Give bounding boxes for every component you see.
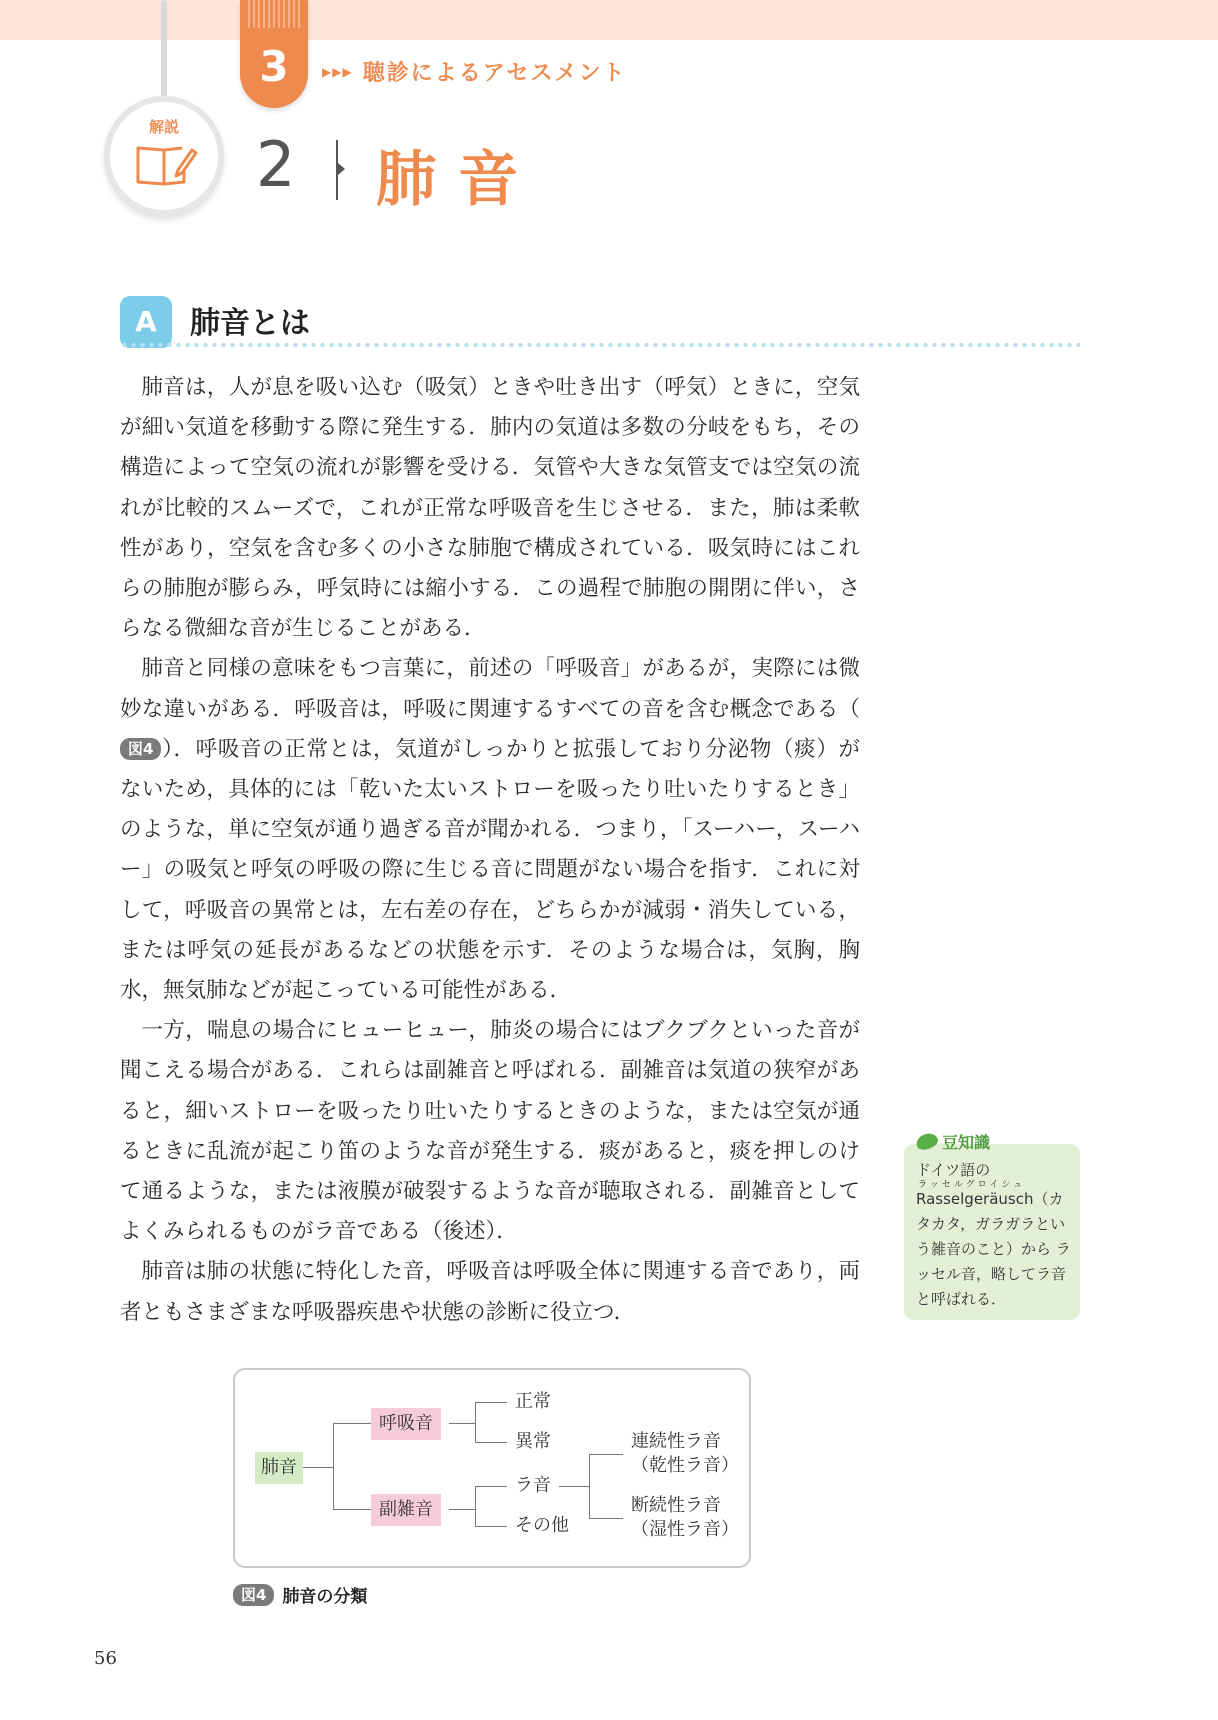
page-number: 56	[94, 1648, 117, 1669]
paragraph-2-end: ）．呼吸音の正常とは，気道がしっかりと拡張しており分泌物（痰）がないため，具体的には「乾いた太いストローを吸ったり吐いたりするとき」のような，単に空気が通り過ぎる音が聞かれる．つまり，「スーハー，スーハー」の吸気と呼気の呼吸の際に生じる音に問題がない場合を指す．これに対して，呼吸音の異常とは，左右差の存在，どちらかが減弱・消失している，または呼気の延長があるなどの状態を示す．そのような場合は，気胸，胸水，無気肺などが起こっている可能性がある．	[120, 736, 860, 1004]
connector	[449, 1509, 475, 1510]
caption-title: 肺音の分類	[282, 1587, 368, 1607]
connector	[333, 1509, 371, 1510]
chapter-title: 聴診によるアセスメント	[362, 61, 627, 86]
paragraph-2	[120, 649, 860, 1011]
tip-text	[916, 1158, 1076, 1312]
subsection-title: 肺音とは	[190, 306, 310, 341]
connector	[475, 1402, 476, 1442]
node-root: 肺音	[255, 1452, 303, 1484]
tip-ruby: ラッセルグロイシュ	[918, 1180, 1026, 1190]
node-breath-sound: 呼吸音	[371, 1408, 441, 1440]
connector	[589, 1454, 623, 1455]
connector	[475, 1442, 507, 1443]
body-text	[120, 368, 860, 1333]
tab-stripes	[248, 0, 300, 28]
caption-figure-label: 図4	[233, 1584, 274, 1606]
continuous-label: 連続性ラ音	[631, 1431, 721, 1452]
discontinuous-label: 断続性ラ音	[631, 1495, 721, 1516]
badge-label: 解説	[148, 118, 179, 136]
connector	[475, 1486, 476, 1526]
top-band	[0, 0, 1218, 40]
node-continuous	[631, 1430, 739, 1478]
subsection-letter: A	[120, 296, 172, 348]
hanging-line	[161, 0, 167, 110]
explanation-badge	[104, 96, 224, 216]
tip-body: Rasselgeräusch（カタカタ，ガラガラという雑音のこと）から ラッセル音，略してラ音と呼ばれる．	[916, 1190, 1071, 1308]
open-book-pencil-icon	[134, 140, 198, 188]
connector	[475, 1486, 507, 1487]
section-number: 2	[256, 128, 296, 201]
connector	[589, 1454, 590, 1518]
paragraph-4: 肺音は肺の状態に特化した音，呼吸音は呼吸全体に関連する音であり，両者ともさまざまな呼吸器疾患や状態の診断に役立つ．	[120, 1259, 860, 1325]
paragraph-2-start: 肺音と同様の意味をもつ言葉に，前述の「呼吸音」があるが，実際には微妙な違いがある．呼吸音は，呼吸に関連するすべての音を含む概念である（	[120, 656, 860, 722]
connector	[475, 1402, 507, 1403]
section-title: 肺音	[376, 145, 540, 215]
chapter-heading	[322, 56, 626, 87]
figure-reference[interactable]: 図4	[120, 738, 161, 760]
connector	[449, 1423, 475, 1424]
section-divider-tick	[338, 163, 345, 175]
node-adventitious: 副雑音	[371, 1494, 441, 1526]
node-other: その他	[515, 1515, 569, 1536]
tip-title: 豆知識	[942, 1133, 991, 1152]
paragraph-3: 一方，喘息の場合にヒューヒュー，肺炎の場合にはブクブクといった音が聞こえる場合がある．これらは副雑音と呼ばれる．副雑音は気道の狭窄があると，細いストローを吸ったり吐いたりするときのような，または空気が通るときに乱流が起こり笛のような音が発生する．痰があると，痰を押しのけて通るような，または液膜が破裂するような音が聴取される．副雑音としてよくみられるものがラ音である（後述）．	[120, 1018, 860, 1245]
figure-box	[233, 1368, 751, 1568]
tip-heading	[916, 1130, 990, 1153]
connector	[303, 1467, 333, 1468]
continuous-sub: （乾性ラ音）	[631, 1455, 739, 1476]
dotted-divider	[120, 342, 1080, 348]
chapter-tab	[240, 0, 308, 108]
tip-line-1: ドイツ語の	[916, 1161, 991, 1179]
connector	[333, 1423, 334, 1509]
node-discontinuous	[631, 1494, 739, 1542]
connector	[475, 1526, 507, 1527]
connector	[333, 1423, 371, 1424]
chapter-arrows-icon: ▶▶▶	[322, 64, 353, 79]
bean-icon	[914, 1131, 940, 1153]
node-abnormal: 異常	[515, 1431, 551, 1452]
paragraph-1: 肺音は，人が息を吸い込む（吸気）ときや吐き出す（呼気）ときに，空気が細い気道を移動する際に発生する．肺内の気道は多数の分岐をもち，その構造によって空気の流れが影響を受ける．気管や大きな気管支では空気の流れが比較的スムーズで，これが正常な呼吸音を生じさせる．また，肺は柔軟性があり，空気を含む多くの小さな肺胞で構成されている．吸気時にはこれらの肺胞が膨らみ，呼気時には縮小する．この過程で肺胞の開閉に伴い，さらなる微細な音が生じることがある．	[120, 375, 860, 642]
chapter-number: 3	[259, 42, 289, 91]
node-normal: 正常	[515, 1391, 551, 1412]
discontinuous-sub: （湿性ラ音）	[631, 1519, 739, 1540]
connector	[589, 1518, 623, 1519]
node-rales: ラ音	[515, 1475, 551, 1496]
figure-caption	[233, 1582, 367, 1607]
connector	[559, 1486, 589, 1487]
